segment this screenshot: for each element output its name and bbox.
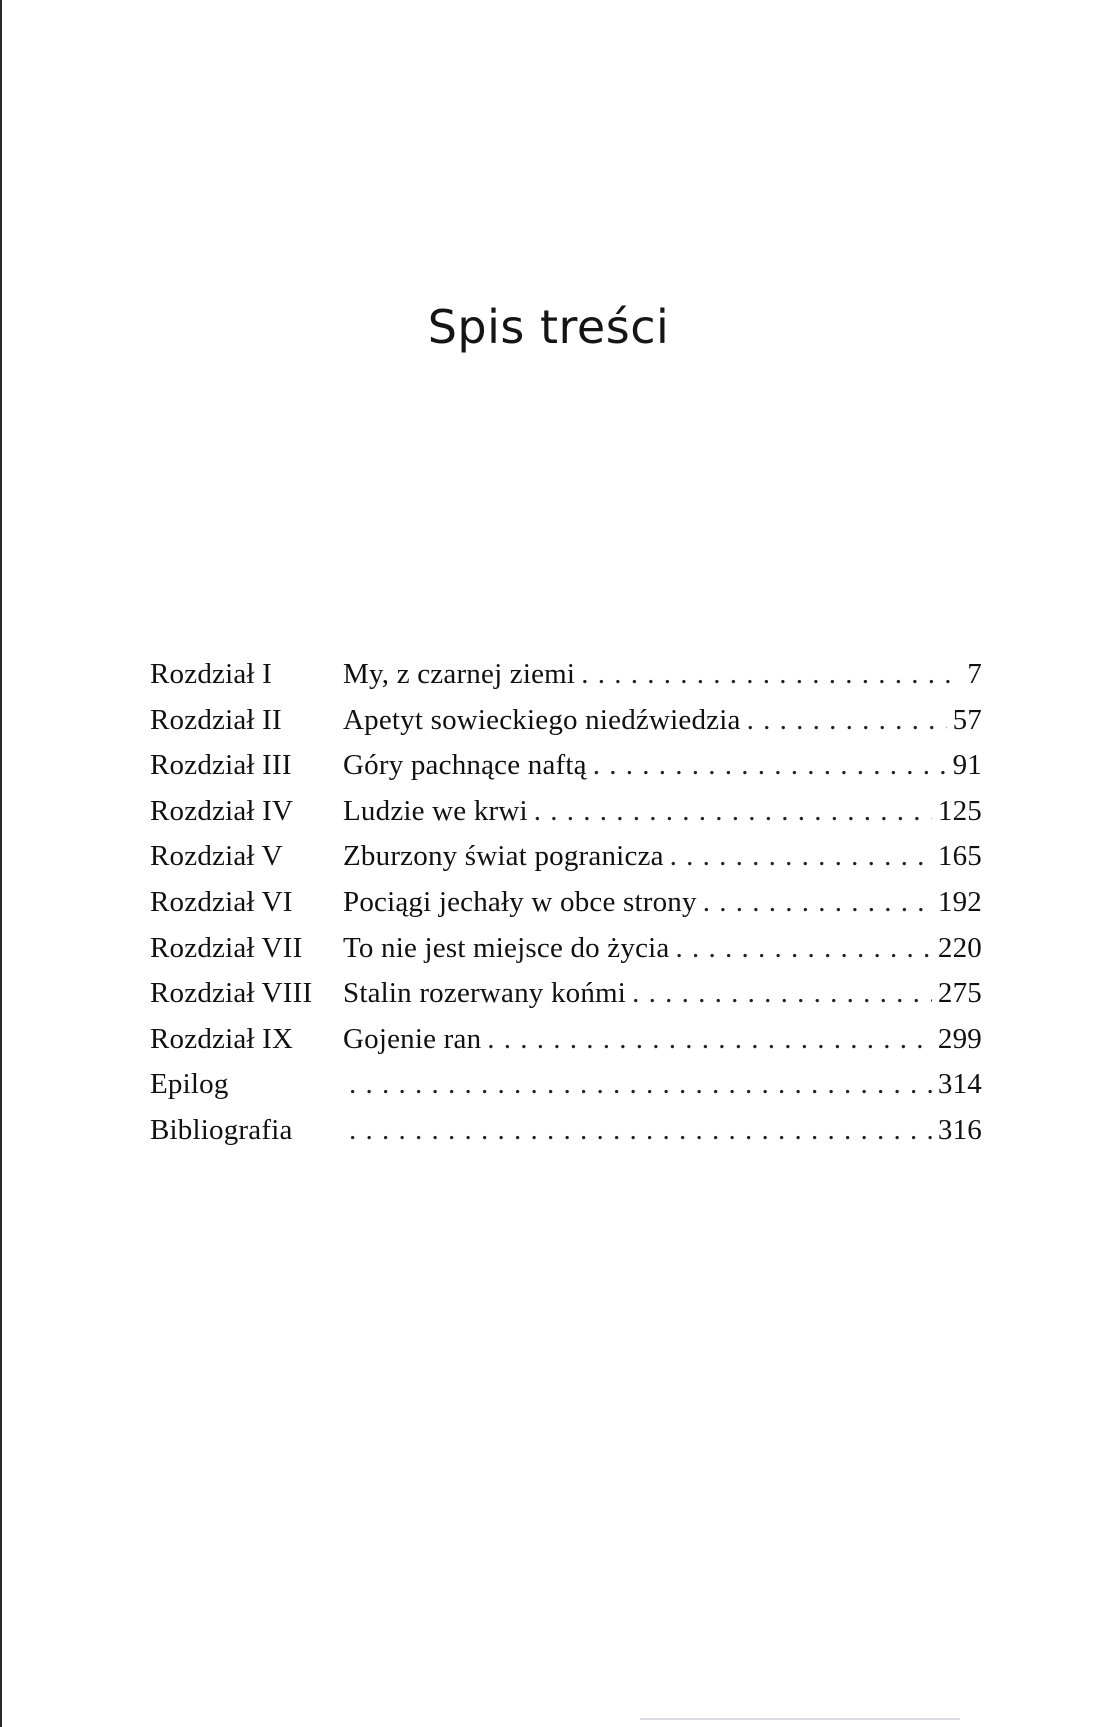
toc-entry [150, 971, 982, 1017]
dot-leader [534, 789, 932, 835]
toc-entry-label: Rozdział IV [150, 794, 294, 827]
toc-entry-page: 57 [952, 703, 982, 736]
toc-entry [150, 926, 982, 972]
toc-entry-label: Rozdział VIII [150, 977, 313, 1010]
toc-entry-label: Rozdział VII [150, 931, 303, 964]
toc-entry-label: Rozdział II [150, 703, 282, 736]
toc-entry-page: 165 [937, 840, 982, 873]
toc-list [150, 652, 982, 1154]
dot-leader [487, 1017, 932, 1063]
toc-entry [150, 743, 982, 789]
toc-entry-page: 7 [967, 658, 982, 690]
toc-entry-chapter [343, 789, 982, 835]
dot-leader [349, 1062, 932, 1108]
toc-entry-page: 220 [937, 931, 982, 964]
toc-entry-chapter [343, 1062, 982, 1108]
toc-entry [150, 652, 982, 698]
toc-entry-label: Rozdział V [150, 840, 283, 873]
toc-entry [150, 1108, 982, 1154]
toc-entry-label: Rozdział III [150, 749, 292, 782]
toc-entry-label: Rozdział VI [150, 885, 293, 918]
dot-leader [349, 1108, 932, 1154]
toc-entry [150, 1017, 982, 1063]
toc-entry-chapter [343, 743, 982, 789]
toc-entry [150, 1062, 982, 1108]
toc-entry-page: 192 [937, 885, 982, 918]
dot-leader [593, 743, 947, 789]
toc-entry-chapter [343, 698, 982, 744]
page-left-edge [0, 0, 2, 1727]
dot-leader [747, 698, 947, 744]
toc-entry-page: 125 [937, 794, 982, 827]
toc-title: Spis treści [427, 300, 670, 354]
toc-entry-label: Rozdział I [150, 658, 272, 690]
toc-entry [150, 834, 982, 880]
toc-entry [150, 698, 982, 744]
toc-entry-chapter [343, 1108, 982, 1154]
toc-entry-label: Rozdział IX [150, 1022, 294, 1055]
toc-entry-chapter [343, 652, 982, 698]
dot-leader [670, 834, 932, 880]
toc-entry-chapter [343, 880, 982, 926]
toc-entry-chapter [343, 834, 982, 880]
toc-entry-page: 316 [937, 1113, 982, 1146]
toc-entry-page: 299 [937, 1022, 982, 1055]
toc-entry-title: Góry pachnące naftą [343, 749, 587, 782]
toc-entry-title: Stalin rozerwany końmi [343, 977, 627, 1010]
toc-entry-title: Pociągi jechały w obce strony [343, 885, 697, 918]
toc-entry-label: Epilog [150, 1068, 229, 1101]
toc-entry-label: Bibliografia [150, 1113, 293, 1146]
dot-leader [703, 880, 932, 926]
toc-entry-title: Zburzony świat pogranicza [343, 840, 664, 873]
dot-leader [632, 971, 932, 1017]
toc-entry-chapter [343, 926, 982, 972]
toc-entry-chapter [343, 1017, 982, 1063]
toc-entry-title: Gojenie ran [343, 1022, 482, 1055]
toc-entry-page: 275 [937, 977, 982, 1010]
toc-entry [150, 880, 982, 926]
dot-leader [581, 652, 961, 698]
toc-entry-title: Ludzie we krwi [343, 794, 528, 827]
toc-entry-title: To nie jest miejsce do życia [343, 931, 670, 964]
dot-leader [675, 926, 931, 972]
toc-entry [150, 789, 982, 835]
toc-entry-title: My, z czarnej ziemi [343, 658, 576, 690]
toc-entry-title: Apetyt sowieckiego niedźwiedzia [343, 703, 741, 736]
toc-entry-page: 314 [937, 1068, 982, 1101]
page-bottom-edge [640, 1718, 960, 1720]
toc-entry-chapter [343, 971, 982, 1017]
toc-entry-page: 91 [952, 749, 982, 782]
